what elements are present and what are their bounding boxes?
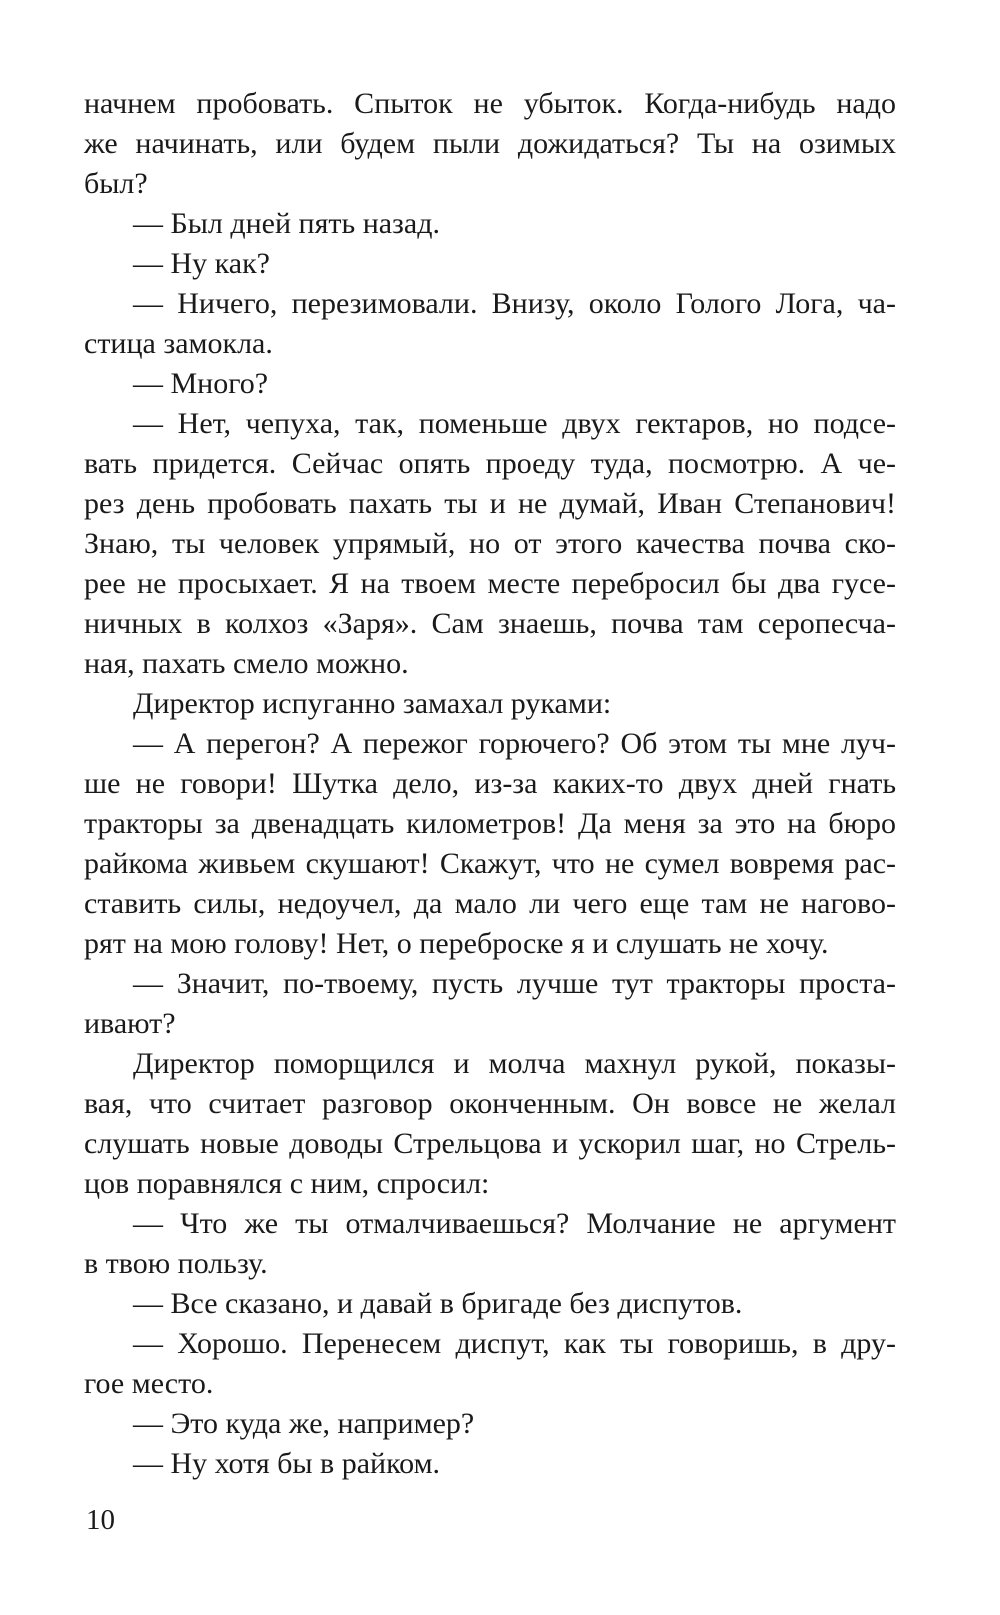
text-line: гое место.	[84, 1367, 214, 1400]
text-line: же начинать, или будем пыли дожидаться? Ты на озимых	[84, 127, 896, 160]
text-line: — Ничего, перезимовали. Внизу, около Голого Лога, ча-	[133, 287, 896, 320]
text-line: был?	[84, 167, 148, 200]
text-line: — Значит, по-твоему, пусть лучше тут тракторы проста-	[133, 967, 896, 1000]
text-line: рез день пробовать пахать ты и не думай, Иван Степанович!	[84, 487, 896, 520]
text-line: рее не просыхает. Я на твоем месте перебросил бы два гусе-	[84, 567, 896, 600]
text-line: стица замокла.	[84, 327, 273, 360]
text-line: Директор поморщился и молча махнул рукой, показы-	[133, 1047, 896, 1080]
text-line: тракторы за двенадцать километров! Да меня за это на бюро	[84, 807, 896, 840]
text-line: — Много?	[133, 367, 269, 400]
text-line: — А перегон? А пережог горючего? Об этом ты мне луч-	[133, 727, 896, 760]
text-line: — Все сказано, и давай в бригаде без диспутов.	[133, 1287, 743, 1320]
text-line: — Ну как?	[133, 247, 270, 280]
text-line: райкома живьем скушают! Скажут, что не сумел вовремя рас-	[84, 847, 896, 880]
text-line: Директор испуганно замахал руками:	[133, 687, 612, 720]
text-line: вая, что считает разговор оконченным. Он вовсе не желал	[84, 1087, 896, 1120]
text-line: — Это куда же, например?	[133, 1407, 475, 1440]
text-line: ничных в колхоз «Заря». Сам знаешь, почва там серопесча-	[84, 607, 896, 640]
text-line: в твою пользу.	[84, 1247, 268, 1280]
text-line: рят на мою голову! Нет, о переброске я и слушать не хочу.	[84, 927, 829, 960]
page-text	[84, 84, 896, 1484]
text-line: слушать новые доводы Стрельцова и ускорил шаг, но Стрель-	[84, 1127, 896, 1160]
text-line: ная, пахать смело можно.	[84, 647, 409, 680]
page-number: 10	[86, 1504, 115, 1536]
text-line: начнем пробовать. Спыток не убыток. Когда-нибудь надо	[84, 87, 896, 120]
text-line: — Что же ты отмалчиваешься? Молчание не аргумент	[133, 1207, 896, 1240]
text-line: — Нет, чепуха, так, поменьше двух гектаров, но подсе-	[133, 407, 896, 440]
text-line: цов поравнялся с ним, спросил:	[84, 1167, 490, 1200]
text-line: ше не говори! Шутка дело, из-за каких-то двух дней гнать	[84, 767, 896, 800]
text-line: ставить силы, недоучел, да мало ли чего еще там не нагово-	[84, 887, 896, 920]
text-line: — Ну хотя бы в райком.	[133, 1447, 441, 1480]
text-line: ивают?	[84, 1007, 176, 1040]
text-line: — Хорошо. Перенесем диспут, как ты говоришь, в дру-	[133, 1327, 896, 1360]
text-line: вать придется. Сейчас опять проеду туда, посмотрю. А че-	[84, 447, 896, 480]
text-line: — Был дней пять назад.	[133, 207, 440, 240]
text-line: Знаю, ты человек упрямый, но от этого качества почва ско-	[84, 527, 896, 560]
